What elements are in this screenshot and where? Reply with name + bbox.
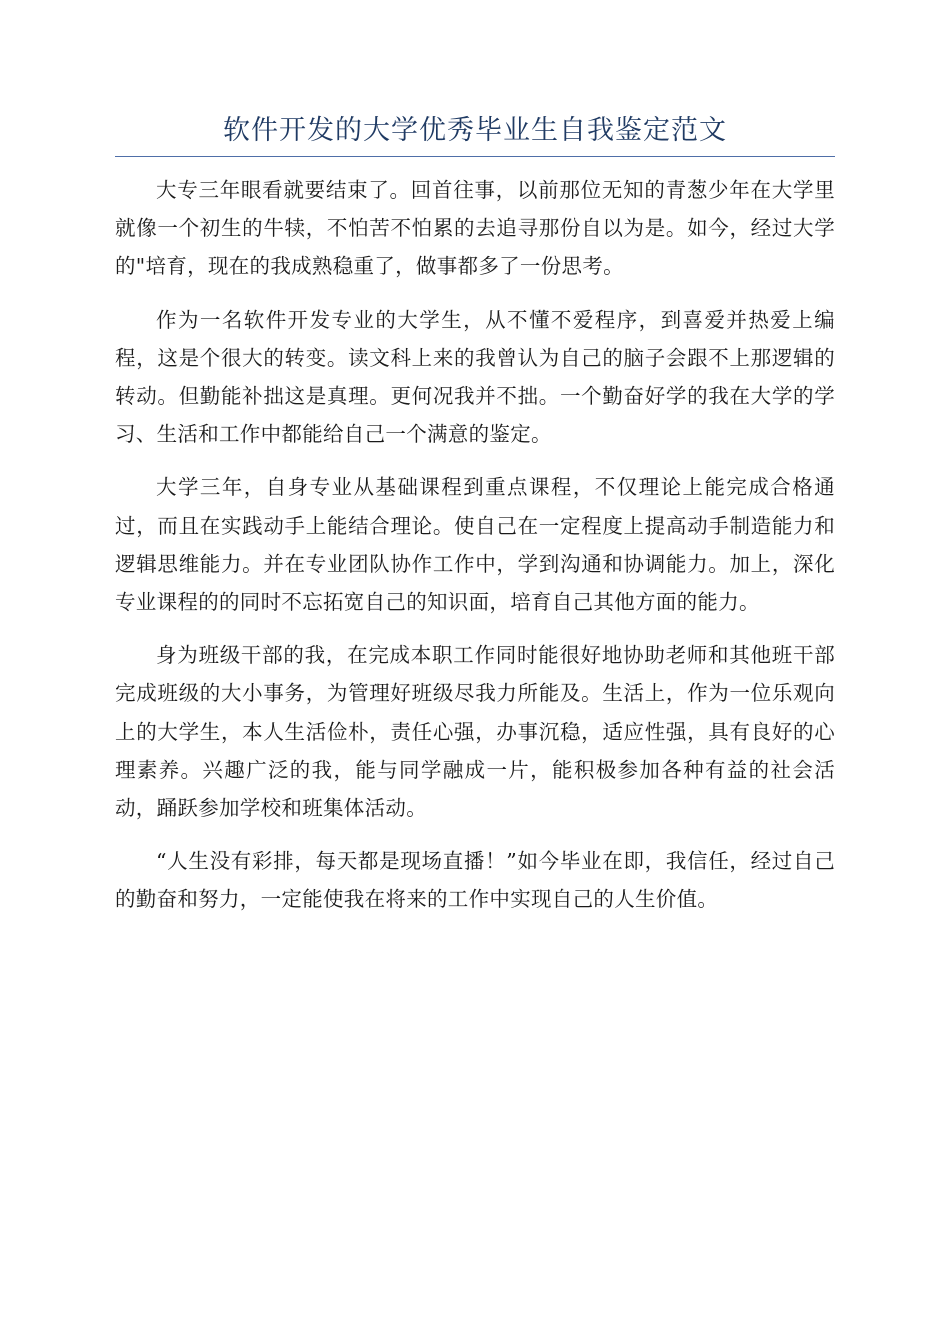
- document-title: 软件开发的大学优秀毕业生自我鉴定范文: [223, 115, 727, 146]
- paragraph-2: 作为一名软件开发专业的大学生，从不懂不爱程序，到喜爱并热爱上编程，这是个很大的转变。读文科上来的我曾认为自己的脑子会跟不上那逻辑的转动。但勤能补拙这是真理。更何况我并不拙。一个勤奋好学的我在大学的学习、生活和工作中都能给自己一个满意的鉴定。: [115, 307, 835, 447]
- paragraph-1: 大专三年眼看就要结束了。回首往事，以前那位无知的青葱少年在大学里就像一个初生的牛犊，不怕苦不怕累的去追寻那份自以为是。如今，经过大学的"培育，现在的我成熟稳重了，做事都多了一份思考。: [115, 178, 835, 279]
- title-block: [115, 112, 835, 157]
- paragraph-3: 大学三年，自身专业从基础课程到重点课程，不仅理论上能完成合格通过，而且在实践动手上能结合理论。使自己在一定程度上提高动手制造能力和逻辑思维能力。并在专业团队协作工作中，学到沟通和协调能力。加上，深化专业课程的的同时不忘拓宽自己的知识面，培育自己其他方面的能力。: [115, 475, 835, 615]
- paragraph-4: 身为班级干部的我，在完成本职工作同时能很好地协助老师和其他班干部完成班级的大小事务，为管理好班级尽我力所能及。生活上，作为一位乐观向上的大学生，本人生活俭朴，责任心强，办事沉稳，适应性强，具有良好的心理素养。兴趣广泛的我，能与同学融成一片，能积极参加各种有益的社会活动，踊跃参加学校和班集体活动。: [115, 643, 835, 821]
- document-body: [115, 171, 835, 934]
- paragraph-5: “人生没有彩排，每天都是现场直播！”如今毕业在即，我信任，经过自己的勤奋和努力，一定能使我在将来的工作中实现自己的人生价值。: [115, 849, 835, 912]
